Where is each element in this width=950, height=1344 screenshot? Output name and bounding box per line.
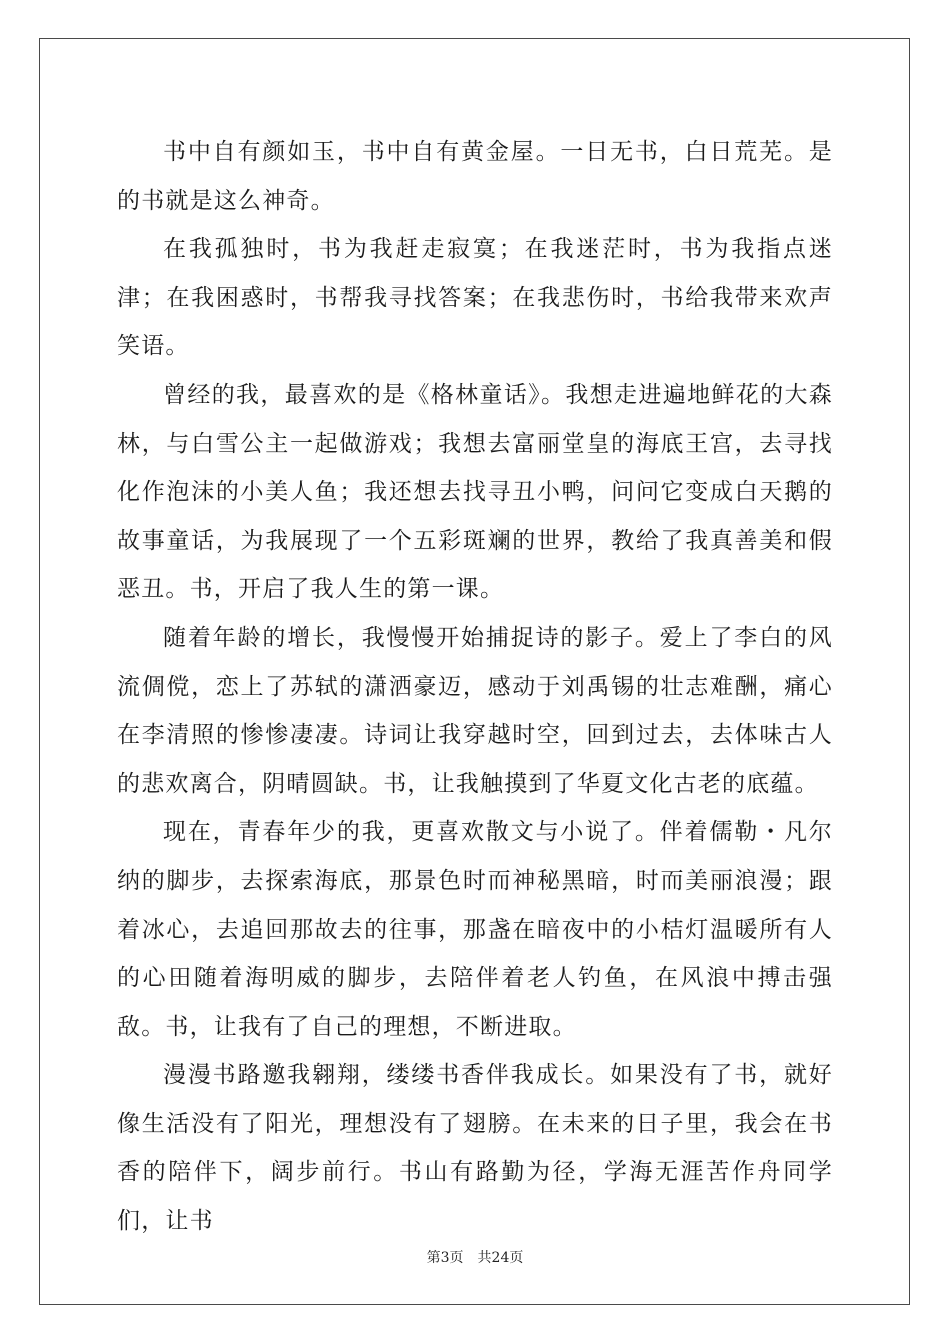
paragraph-4: 随着年龄的增长，我慢慢开始捕捉诗的影子。爱上了李白的风流倜傥，恋上了苏轼的潇洒豪迈，感动于刘禹锡的壮志难酬，痛心在李清照的惨惨凄凄。诗词让我穿越时空，回到过去，去体味古人的悲欢离合，阴晴圆缺。书，让我触摸到了华夏文化古老的底蕴。 (117, 624, 833, 797)
paragraph-2: 在我孤独时，书为我赶走寂寞；在我迷茫时，书为我指点迷津；在我困惑时，书帮我寻找答案；在我悲伤时，书给我带来欢声笑语。 (117, 236, 833, 360)
paragraph-1: 书中自有颜如玉，书中自有黄金屋。一日无书，白日荒芜。是的书就是这么神奇。 (117, 139, 833, 214)
paragraph-3: 曾经的我，最喜欢的是《格林童话》。我想走进遍地鲜花的大森林，与白雪公主一起做游戏；我想去富丽堂皇的海底王宫，去寻找化作泡沫的小美人鱼；我还想去找寻丑小鸭，问问它变成白天鹅的故事童话，为我展现了一个五彩斑斓的世界，教给了我真善美和假恶丑。书，开启了我人生的第一课。 (117, 381, 833, 603)
document-body (117, 128, 833, 1246)
paragraph-6: 漫漫书路邀我翱翔，缕缕书香伴我成长。如果没有了书，就好像生活没有了阳光，理想没有了翅膀。在未来的日子里，我会在书香的陪伴下，阔步前行。书山有路勤为径，学海无涯苦作舟同学们，让书 (117, 1062, 833, 1235)
page-number-current: 第3页 (426, 1250, 464, 1266)
page-footer (0, 1247, 950, 1267)
paragraph-5: 现在，青春年少的我，更喜欢散文与小说了。伴着儒勒・凡尔纳的脚步，去探索海底，那景色时而神秘黑暗，时而美丽浪漫；跟着冰心，去追回那故去的往事，那盏在暗夜中的小桔灯温暖所有人的心田随着海明威的脚步，去陪伴着老人钓鱼，在风浪中搏击强敌。书，让我有了自己的理想，不断进取。 (117, 819, 833, 1040)
page-number-total: 共24页 (477, 1250, 524, 1266)
